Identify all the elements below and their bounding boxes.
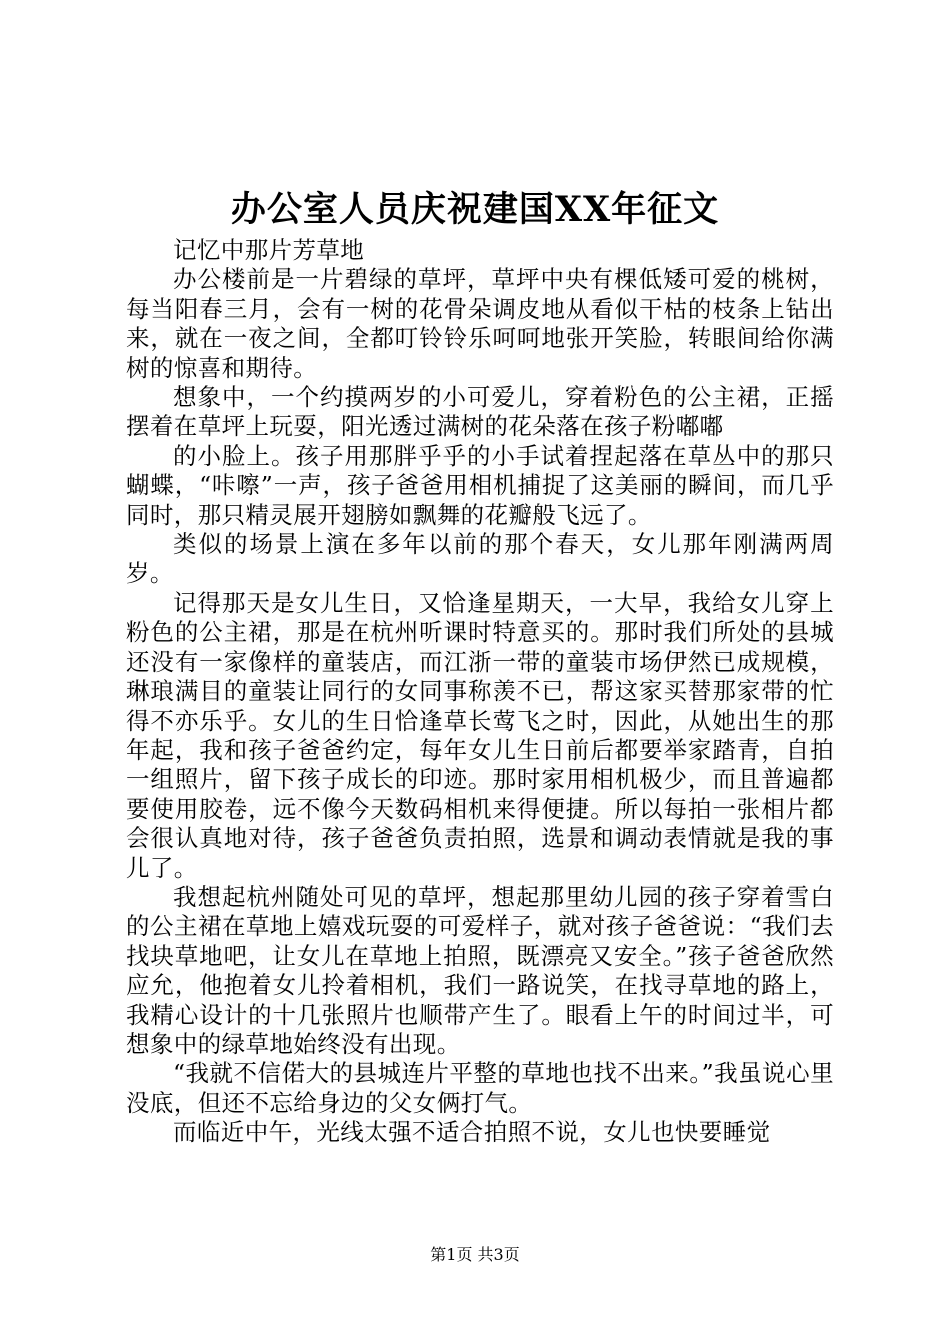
paragraph-subtitle: 记忆中那片芳草地 (173, 236, 365, 264)
paragraph: 我想起杭州随处可见的草坪，想起那里幼儿园的孩子穿着雪白的公主裙在草地上嬉戏玩耍的可爱样子，就对孩子爸爸说：“我们去找块草地吧，让女儿在草地上拍照，既漂亮又安全。”孩子爸爸欣然应允，他抱着女儿拎着相机，我们一路说笑，在找寻草地的路上，我精心设计的十几张照片也顺带产生了。眼看上午的时间过半，可想象中的绿草地始终没有出现。 (126, 882, 834, 1058)
paragraph: 想象中，一个约摸两岁的小可爱儿，穿着粉色的公主裙，正摇摆着在草坪上玩耍，阳光透过满树的花朵落在孩子粉嘟嘟 (126, 383, 834, 441)
paragraph: “我就不信偌大的县城连片平整的草地也找不出来。”我虽说心里没底，但还不忘给身边的父女俩打气。 (126, 1059, 834, 1117)
page-footer: 第1页 共3页 (430, 1245, 520, 1264)
paragraph: 类似的场景上演在多年以前的那个春天，女儿那年刚满两周岁。 (126, 530, 834, 588)
paragraph: 办公楼前是一片碧绿的草坪，草坪中央有棵低矮可爱的桃树，每当阳春三月，会有一树的花骨朵调皮地从看似干枯的枝条上钻出来，就在一夜之间，全都叮铃铃乐呵呵地张开笑脸，转眼间给你满树的惊喜和期待。 (126, 265, 834, 382)
paragraph: 记得那天是女儿生日，又恰逢星期天，一大早，我给女儿穿上粉色的公主裙，那是在杭州听课时特意买的。那时我们所处的县城还没有一家像样的童装店，而江浙一带的童装市场伊然已成规模，琳琅满目的童装让同行的女同事称羡不已，帮这家买替那家带的忙得不亦乐乎。女儿的生日恰逢草长莺飞之时，因此，从她出生的那年起，我和孩子爸爸约定，每年女儿生日前后都要举家踏青，自拍一组照片，留下孩子成长的印迹。那时家用相机极少，而且普遍都要使用胶卷，远不像今天数码相机来得便捷。所以每拍一张相片都会很认真地对待，孩子爸爸负责拍照，选景和调动表情就是我的事儿了。 (126, 588, 834, 882)
document-title: 办公室人员庆祝建国XX年征文 (230, 189, 720, 230)
document-body (126, 236, 834, 1148)
paragraph: 的小脸上。孩子用那胖乎乎的小手试着捏起落在草丛中的那只蝴蝶，“咔嚓”一声，孩子爸爸用相机捕捉了这美丽的瞬间，而几乎同时，那只精灵展开翅膀如飘舞的花瓣般飞远了。 (126, 441, 834, 529)
paragraph: 而临近中午，光线太强不适合拍照不说，女儿也快要睡觉 (173, 1118, 771, 1147)
